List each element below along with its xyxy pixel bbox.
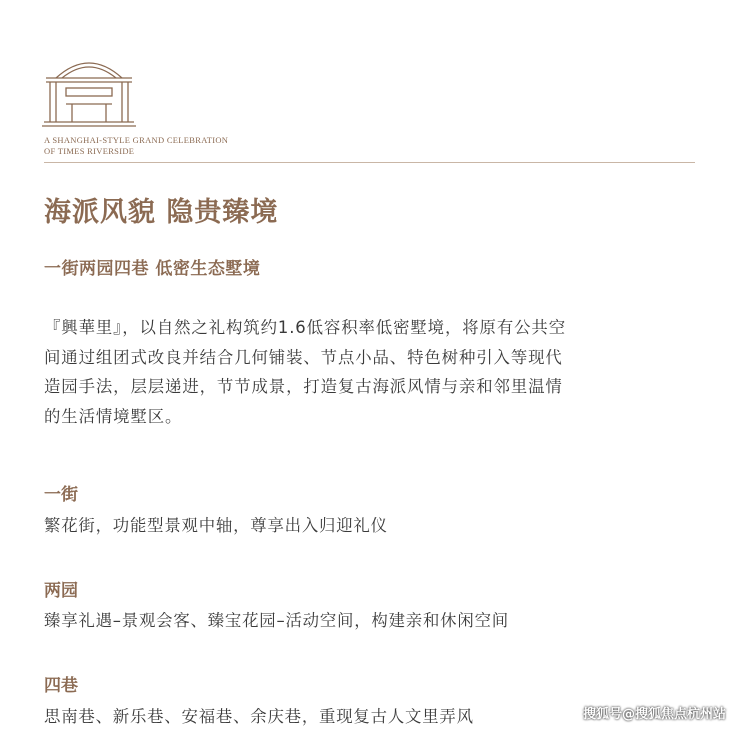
tagline-line-1: A SHANGHAI-STYLE GRAND CELEBRATION [44,135,229,145]
section-heading-street: 一街 [44,485,78,505]
intro-line-1: 『興華里』，以自然之礼构筑约1.6低容积率低密墅境，将原有公共空 [44,318,566,337]
section-text-street: 繁花街，功能型景观中轴，尊享出入归迎礼仪 [44,516,388,535]
section-heading-gardens: 两园 [44,581,78,601]
header-divider [44,162,695,163]
intro-line-2: 间通过组团式改良并结合几何铺装、节点小品、特色树种引入等现代 [44,347,563,367]
section-text-lanes: 思南巷、新乐巷、安福巷、余庆巷，重现复古人文里弄风 [44,707,474,726]
intro-paragraph [44,313,704,431]
tagline [44,135,228,156]
intro-line-3: 造园手法，层层递进，节节成景，打造复古海派风情与亲和邻里温情 [44,377,563,396]
tagline-line-2: OF TIMES RIVERSIDE [44,145,135,156]
building-logo-icon [42,52,136,128]
section-text-gardens: 臻享礼遇–景观会客、臻宝花园–活动空间，构建亲和休闲空间 [44,611,509,630]
page-subtitle: 一街两园四巷 低密生态墅境 [44,259,261,279]
section-heading-lanes: 四巷 [44,676,78,696]
watermark: 搜狐号@搜狐焦点杭州站 [582,707,726,722]
page-title: 海派风貌 隐贵臻境 [44,197,279,228]
intro-line-4: 的生活情境墅区。 [44,406,183,426]
